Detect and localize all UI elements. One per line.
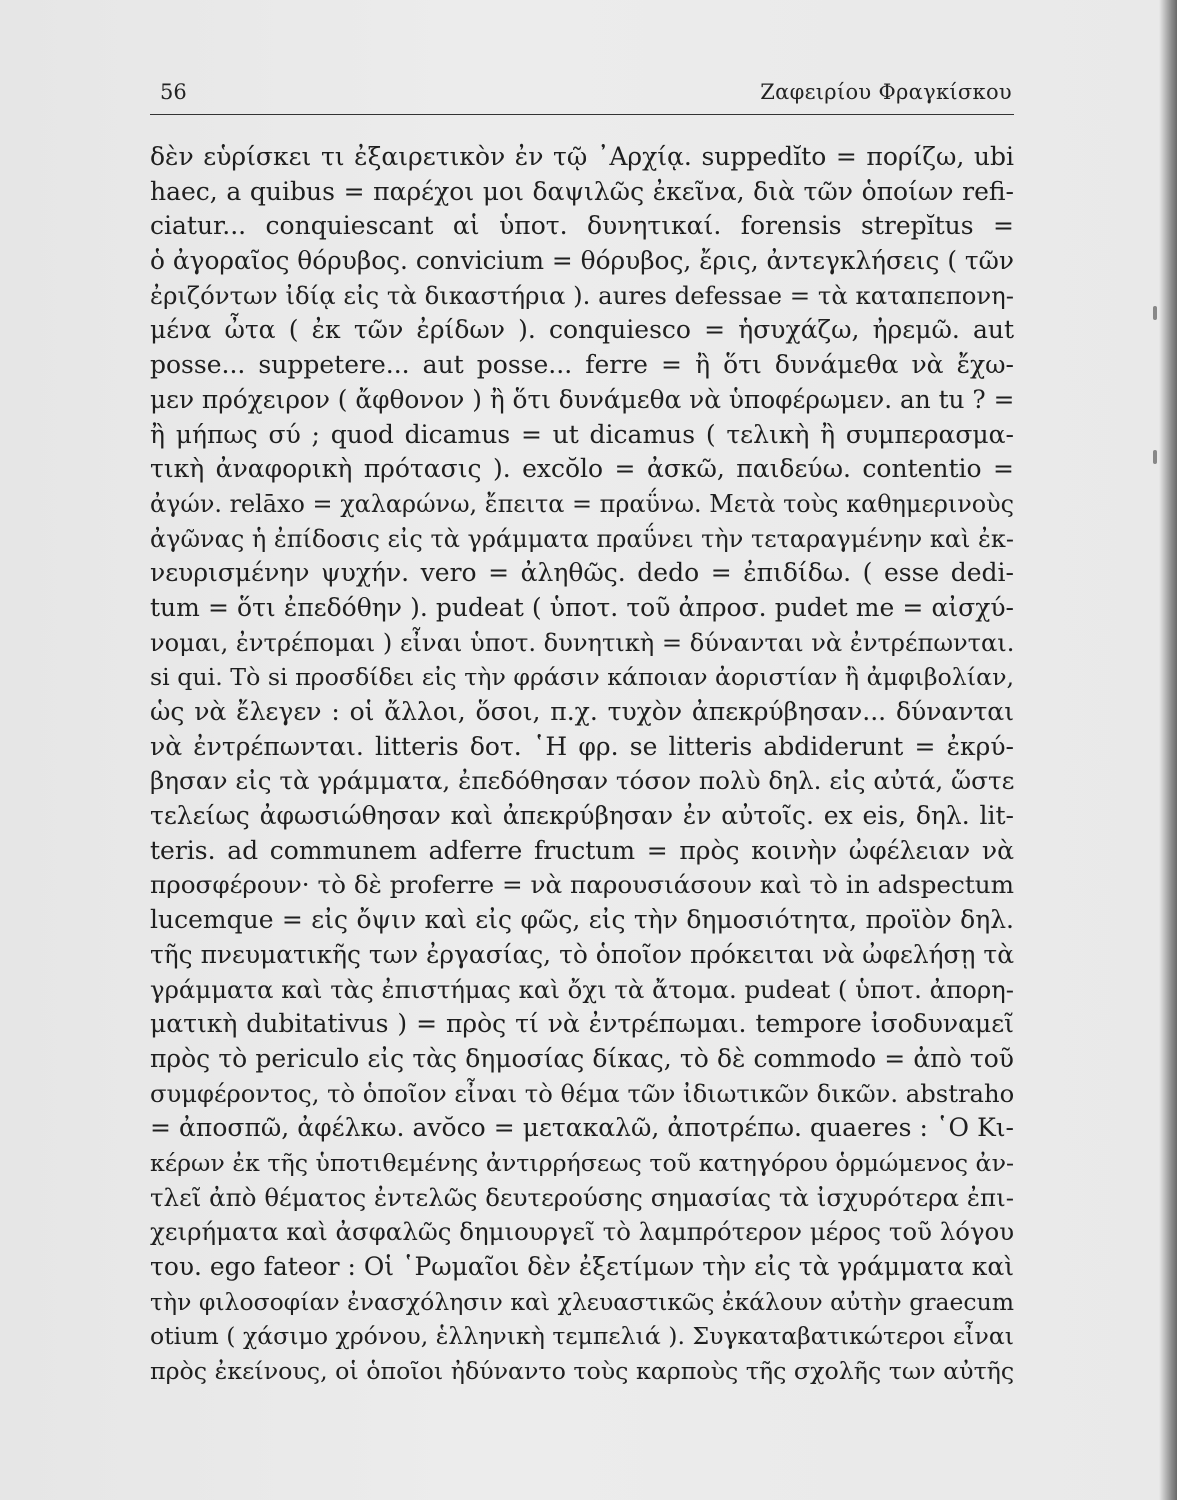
text-line: posse... suppetere... aut posse... ferre = ἢ ὅτι δυνάμεθα νὰ ἔχω- — [150, 350, 1014, 380]
margin-mark — [1153, 306, 1157, 320]
text-line: ὡς νὰ ἔλεγεν : οἱ ἄλλοι, ὅσοι, π.χ. τυχὸν ἀπεκρύβησαν... δύνανται — [150, 697, 1014, 726]
body-text — [150, 140, 1014, 1389]
text-line: ὁ ἀγοραῖος θόρυβος. convicium = θόρυβος, ἔρις, ἀντεγκλήσεις ( τῶν — [150, 246, 1014, 276]
text-line: lucemque = εἰς ὄψιν καὶ εἰς φῶς, εἰς τὴν δημοσιότητα, προϊὸν δηλ. — [150, 905, 1014, 935]
text-line: συμφέροντος, τὸ ὁποῖον εἶναι τὸ θέμα τῶν ἰδιωτικῶν δικῶν. abstraho — [150, 1078, 1015, 1108]
text-line: ciatur... conquiescant αἱ ὑποτ. δυνητικαί. forensis strepĭtus = — [150, 211, 1014, 241]
text-line: πρὸς τὸ periculo εἰς τὰς δημοσίας δίκας, τὸ δὲ commodo = ἀπὸ τοῦ — [150, 1043, 1014, 1073]
text-line: ἀγών. relāxo = χαλαρώνω, ἔπειτα = πραΰνω. Μετὰ τοὺς καθημερινοὺς — [150, 489, 1014, 518]
text-line: ἢ μήπως σύ ; quod dicamus = ut dicamus ( τελικὴ ἢ συμπερασμα- — [150, 419, 1014, 449]
text-line: teris. ad communem adferre fructum = πρὸς κοινὴν ὠφέλειαν νὰ — [150, 835, 1014, 865]
text-line: του. ego fateor : Οἱ ῾Ρωμαῖοι δὲν ἐξετίμων τὴν εἰς τὰ γράμματα καὶ — [150, 1252, 1015, 1281]
text-line: = ἀποσπῶ, ἀφέλκω. avŏco = μετακαλῶ, ἀποτρέπω. quaeres : ῾Ο Κι- — [150, 1113, 1014, 1143]
text-line: μεν πρόχειρον ( ἄφθονον ) ἢ ὅτι δυνάμεθα νὰ ὑποφέρωμεν. an tu ? = — [150, 384, 1015, 414]
text-line: haec, a quibus = παρέχοι μοι δαψιλῶς ἐκεῖνα, διὰ τῶν ὁποίων refi- — [150, 176, 1014, 206]
text-line: χειρήματα καὶ ἀσφαλῶς δημιουργεῖ τὸ λαμπρότερον μέρος τοῦ λόγου — [150, 1217, 1015, 1247]
text-line: κέρων ἐκ τῆς ὑποτιθεμένης ἀντιρρήσεως τοῦ κατηγόρου ὁρμώμενος ἀν- — [150, 1148, 1014, 1177]
text-line: ματικὴ dubitativus ) = πρὸς τί νὰ ἐντρέπωμαι. tempore ἰσοδυναμεῖ — [150, 1009, 1014, 1039]
text-line: προσφέρουν· τὸ δὲ proferre = νὰ παρουσιάσουν καὶ τὸ in adspectum — [150, 870, 1014, 900]
text-line: tum = ὅτι ἐπεδόθην ). pudeat ( ὑποτ. τοῦ ἀπροσ. pudet me = αἰσχύ- — [150, 592, 1014, 622]
header-rule — [150, 114, 1014, 115]
text-line: γράμματα καὶ τὰς ἐπιστήμας καὶ ὄχι τὰ ἄτομα. pudeat ( ὑποτ. ἀπορη- — [150, 974, 1014, 1004]
text-line: ἐριζόντων ἰδίᾳ εἰς τὰ δικαστήρια ). aures defessae = τὰ καταπεπονη- — [150, 280, 1014, 310]
text-line: τῆς πνευματικῆς των ἐργασίας, τὸ ὁποῖον πρόκειται νὰ ὠφελήσῃ τὰ — [150, 939, 1014, 969]
text-line: νευρισμένην ψυχήν. vero = ἀληθῶς. dedo = ἐπιδίδω. ( esse dedi- — [150, 558, 1014, 588]
text-line: τὴν φιλοσοφίαν ἐνασχόλησιν καὶ χλευαστικῶς ἐκάλουν αὐτὴν graecum — [150, 1287, 1014, 1316]
page-header — [150, 80, 1012, 112]
text-line: ἀγῶνας ἡ ἐπίδοσις εἰς τὰ γράμματα πραΰνει τὴν τεταραγμένην καὶ ἐκ- — [150, 524, 1014, 553]
text-line: μένα ὦτα ( ἐκ τῶν ἐρίδων ). conquiesco = ἡσυχάζω, ἠρεμῶ. aut — [150, 315, 1014, 345]
text-line: βησαν εἰς τὰ γράμματα, ἐπεδόθησαν τόσον πολὺ δηλ. εἰς αὐτά, ὥστε — [150, 766, 1015, 796]
margin-mark — [1153, 450, 1157, 464]
page-edge-shadow — [1159, 0, 1177, 1500]
text-line: τικὴ ἀναφορικὴ πρότασις ). excŏlo = ἀσκῶ, παιδεύω. contentio = — [150, 454, 1014, 484]
text-line: si qui. Τὸ si προσδίδει εἰς τὴν φράσιν κάποιαν ἀοριστίαν ἢ ἀμφιβολίαν, — [150, 663, 1014, 692]
running-head: Ζαφειρίου Φραγκίσκου — [760, 80, 1012, 104]
text-line: τελείως ἀφωσιώθησαν καὶ ἀπεκρύβησαν ἐν αὐτοῖς. ex eis, δηλ. lit- — [150, 801, 1014, 831]
text-line: νομαι, ἐντρέπομαι ) εἶναι ὑποτ. δυνητικὴ = δύνανται νὰ ἐντρέπωνται. — [150, 628, 1015, 657]
text-line: τλεῖ ἀπὸ θέματος ἐντελῶς δευτερούσης σημασίας τὰ ἰσχυρότερα ἐπι- — [150, 1182, 1014, 1212]
page-number: 56 — [160, 80, 187, 104]
text-line: πρὸς ἐκείνους, οἱ ὁποῖοι ἠδύναντο τοὺς καρποὺς τῆς σχολῆς των αὐτῆς — [150, 1357, 1015, 1386]
text-line: νὰ ἐντρέπωνται. litteris δοτ. ῾Η φρ. se litteris abdiderunt = ἐκρύ- — [150, 731, 1014, 761]
text-line: otium ( χάσιμο χρόνου, ἑλληνικὴ τεμπελιά ). Συγκαταβατικώτεροι εἶναι — [150, 1322, 1014, 1351]
text-line: δὲν εὑρίσκει τι ἐξαιρετικὸν ἐν τῷ ᾿Αρχίᾳ. suppedĭto = πορίζω, ubi — [150, 142, 1014, 171]
